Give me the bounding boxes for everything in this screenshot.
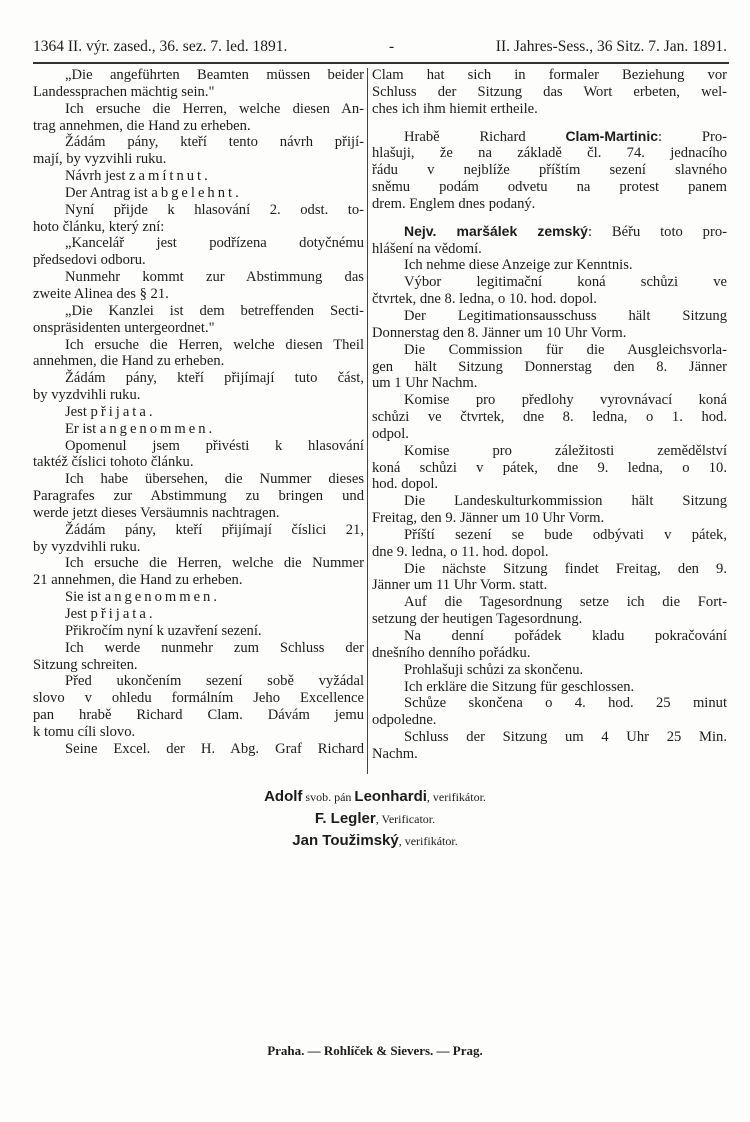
text-line: Výbor legitimační koná schůzi ve (404, 274, 727, 291)
paragraph (33, 421, 364, 438)
text-line: Seine Excel. der H. Abg. Graf Richard (65, 740, 364, 757)
header-czech: 1364 II. výr. zased., 36. sez. 7. led. 1891. (33, 38, 288, 55)
text-line (33, 421, 364, 438)
text-line: setzung der heutigen Tagesordnung. (372, 611, 583, 628)
text-line: Freitag, den 9. Jänner um 10 Uhr Vorm. (372, 510, 605, 527)
text-line: Ich ersuche die Herren, welche die Nummer (65, 555, 364, 572)
text-segment: Er ist (65, 420, 100, 437)
text-line: hlašuji, že na základě čl. 74. jednacího (372, 145, 727, 162)
text-line (33, 606, 364, 623)
text-line (33, 168, 364, 185)
paragraph (33, 623, 364, 640)
text-segment: Jest (65, 403, 91, 420)
text-line: „Die Kanzlei ist dem betreffenden Secti- (65, 302, 364, 319)
text-line: taktéž číslici tohoto článku. (33, 454, 194, 471)
text-line: Die Landeskulturkommission hält Sitzung (404, 493, 727, 510)
text-line: trag annehmen, die Hand zu erheben. (33, 117, 251, 134)
text-segment: Sie ist (65, 589, 105, 606)
signature-name: Jan Toužimský (292, 832, 399, 849)
paragraph (33, 235, 364, 269)
paragraph (33, 404, 364, 421)
paragraph (33, 438, 364, 472)
text-line: Komise pro předlohy vyrovnávací koná (404, 392, 727, 409)
text-segment: Der Antrag ist (65, 184, 152, 201)
text-line: Jänner um 11 Uhr Vorm. statt. (372, 577, 548, 594)
text-line: čtvrtek, dne 8. ledna, o 10. hod. dopol. (372, 291, 597, 308)
signature-3 (0, 832, 750, 850)
text-segment: : Pro- (658, 128, 727, 145)
text-line: odpoledne. (372, 712, 437, 729)
text-segment: Hrabě Richard (404, 128, 566, 145)
signature-title: svob. pán (302, 790, 355, 804)
paragraph (372, 257, 727, 274)
text-line: Sitzung schreiten. (33, 656, 138, 673)
text-line (372, 223, 727, 241)
text-line: onspräsidenten untergeordnet." (33, 319, 215, 336)
text-line: Žádám pány, kteří přijímají číslici 21, (65, 521, 364, 538)
paragraph (372, 128, 727, 213)
spaced-emphasis: angenommen. (99, 420, 216, 437)
printer-imprint: Praha. — Rohlíček & Sievers. — Prag. (267, 1043, 483, 1058)
text-line: k tomu cíli slovo. (33, 723, 136, 740)
text-line: Žádám pány, kteří přijímají tuto část, (65, 370, 364, 387)
column-divider (367, 68, 368, 774)
text-line: pan hrabě Richard Clam. Dávám jemu (33, 707, 364, 724)
speaker-name: Clam-Martinic (565, 127, 659, 144)
text-line: Před ukončením sezení sobě vyžádal (65, 673, 364, 690)
paragraph (33, 471, 364, 522)
right-column (372, 67, 727, 763)
paragraph (372, 342, 727, 393)
text-line: annehmen, die Hand zu erheben. (33, 353, 225, 370)
text-line: gen hält Sitzung Donnerstag den 8. Jänner (372, 358, 727, 375)
text-line: Ich habe übersehen, die Nummer dieses (65, 471, 364, 488)
text-line: Přikročím nyní k uzavření sezení. (65, 622, 262, 639)
paragraph (33, 168, 364, 185)
text-line: Ich ersuche die Herren, welche diesen An- (65, 100, 364, 117)
spaced-emphasis: zamítnut. (129, 168, 211, 185)
text-line: Prohlašuji schůzi za skončenu. (404, 661, 584, 678)
text-line: Ich werde nunmehr zum Schluss der (65, 639, 364, 656)
text-line: drem. Englem dnes podaný. (372, 195, 536, 212)
paragraph (33, 185, 364, 202)
text-line: dnešního denního pořádku. (372, 644, 531, 661)
text-line: Ich ersuche die Herren, welche diesen Theil (65, 336, 364, 353)
text-line: Nyní přijde k hlasování 2. odst. to- (65, 201, 364, 218)
text-line: Paragrafes zur Abstimmung zu bringen und (33, 488, 364, 505)
text-line: Ich nehme diese Anzeige zur Kenntnis. (404, 257, 633, 274)
text-line: Schůze skončena o 4. hod. 25 minut (404, 695, 727, 712)
paragraph (33, 741, 364, 758)
text-line (33, 589, 364, 606)
text-line (33, 185, 364, 202)
paragraph (372, 493, 727, 527)
signature-surname: Leonhardi (354, 788, 427, 805)
text-line: werde jetzt dieses Versäumnis nachtragen. (33, 504, 280, 521)
text-line: předsedovi odboru. (33, 252, 146, 269)
paragraph (33, 555, 364, 589)
signature-role: , verifikátor. (426, 790, 486, 804)
paragraph (372, 695, 727, 729)
paragraph (372, 527, 727, 561)
paragraph (372, 662, 727, 679)
paragraph (372, 443, 727, 494)
signature-role: , verifikátor. (398, 834, 458, 848)
header-separator: - (389, 38, 395, 55)
text-line: Schluss der Sitzung das Wort erbeten, wel- (372, 83, 727, 100)
text-line: Der Legitimationsausschuss hält Sitzung (404, 307, 727, 324)
text-line: slovo v ohledu formálním Jeho Excellence (33, 690, 364, 707)
text-line: Komise pro záležitosti zemědělství (404, 442, 727, 459)
paragraph (33, 134, 364, 168)
paragraph (372, 679, 727, 696)
text-line: „Kancelář jest podřízena dotyčnému (65, 235, 364, 252)
paragraph (372, 594, 727, 628)
paragraph (33, 589, 364, 606)
text-line: Na denní pořádek kladu pokračování (404, 628, 727, 644)
signature-role: , Verificator. (375, 812, 436, 826)
text-segment: Návrh jest (65, 168, 130, 185)
paragraph (33, 606, 364, 623)
text-line: sněmu podám odvetu na protest panem (372, 179, 727, 196)
paragraph (33, 673, 364, 740)
text-line: Žádám pány, kteří tento návrh přijí- (65, 134, 364, 151)
text-line: Clam hat sich in formaler Beziehung vor (372, 67, 727, 83)
text-line: zweite Alinea des § 21. (33, 285, 169, 302)
text-line: dne 9. ledna, o 11. hod. dopol. (372, 543, 549, 560)
text-line: um 1 Uhr Nachm. (372, 375, 478, 392)
text-line: 21 annehmen, die Hand zu erheben. (33, 572, 243, 589)
signature-name: Adolf (264, 788, 303, 805)
paragraph (33, 640, 364, 674)
text-line: hoto článku, který zní: (33, 218, 165, 235)
paragraph (33, 101, 364, 135)
text-line: Die Commission für die Ausgleichsvorla- (404, 341, 727, 358)
text-line: ches ich ihm hiemit ertheile. (372, 100, 538, 117)
text-line: Příští sezení se bude odbývati v pátek, (404, 526, 727, 543)
text-line: Nunmehr kommt zur Abstimmung das (65, 269, 364, 286)
paragraph (33, 370, 364, 404)
text-line: „Die angeführten Beamten müssen beider (65, 67, 364, 83)
header-rule (33, 62, 729, 64)
text-line: by vyzdvihli ruku. (33, 538, 141, 555)
text-line: Die nächste Sitzung findet Freitag, den 9. (404, 560, 727, 577)
paragraph (372, 308, 727, 342)
paragraph (372, 729, 727, 763)
text-segment: : Béřu toto pro- (587, 223, 727, 240)
spaced-emphasis: angenommen. (104, 589, 221, 606)
paragraph (372, 628, 727, 662)
text-line: hlášení na vědomí. (372, 240, 482, 257)
spaced-emphasis: přijata. (90, 606, 156, 622)
speaker-name: Nejv. maršálek zemský (404, 222, 588, 239)
text-line: by vyzdvihli ruku. (33, 387, 141, 404)
text-line: Opomenul jsem přivésti k hlasování (65, 437, 364, 454)
signature-1 (0, 788, 750, 806)
paragraph (33, 303, 364, 337)
text-line: Auf die Tagesordnung setze ich die Fort- (404, 594, 727, 611)
paragraph (372, 67, 727, 118)
text-line: koná schůzi v pátek, dne 9. ledna, o 10. (372, 459, 727, 476)
text-line: Nachm. (372, 745, 418, 762)
text-line (372, 128, 727, 146)
text-line: Landessprachen mächtig sein." (33, 83, 215, 100)
paragraph (372, 274, 727, 308)
paragraph (372, 392, 727, 443)
paragraph (33, 337, 364, 371)
text-line: hod. dopol. (372, 476, 439, 493)
paragraph (33, 202, 364, 236)
paragraph (33, 67, 364, 101)
paragraph (372, 561, 727, 595)
text-line: Schluss der Sitzung um 4 Uhr 25 Min. (404, 729, 727, 746)
signature-2 (0, 810, 750, 828)
paragraph (33, 269, 364, 303)
text-segment: Jest (65, 606, 91, 622)
header-german: II. Jahres-Sess., 36 Sitz. 7. Jan. 1891. (495, 38, 727, 55)
text-line: mají, by vyzvihli ruku. (33, 151, 167, 168)
signature-name: F. Legler (314, 810, 376, 827)
paragraph (372, 223, 727, 258)
page-header (33, 38, 727, 56)
text-line: Donnerstag den 8. Jänner um 10 Uhr Vorm. (372, 324, 627, 341)
left-column (33, 67, 364, 758)
text-line: schůzi ve čtvrtek, dne 8. ledna, o 1. hod. (372, 409, 727, 426)
spaced-emphasis: přijata. (90, 403, 156, 420)
text-line: řádu v nejblíže příštím sezení slavného (372, 162, 727, 179)
text-line: odpol. (372, 425, 409, 442)
spaced-emphasis: abgelehnt. (151, 184, 242, 201)
text-line (33, 404, 364, 421)
paragraph (33, 522, 364, 556)
text-line: Ich erkläre die Sitzung für geschlossen. (404, 678, 635, 695)
